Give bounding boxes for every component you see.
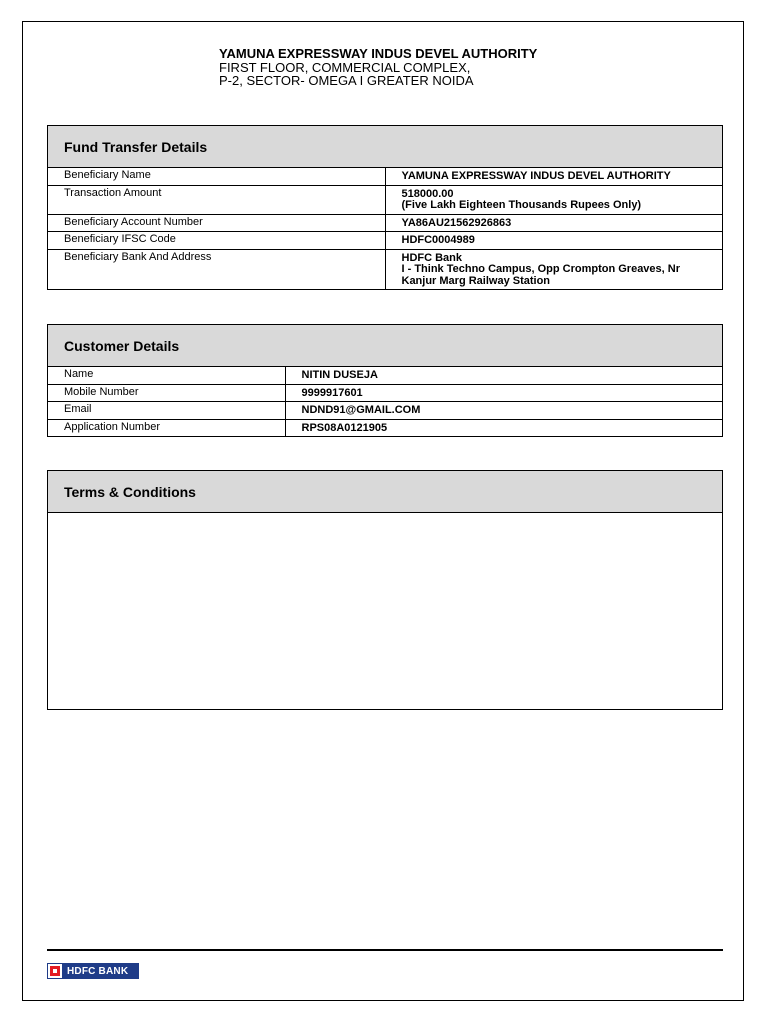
fund-transfer-table — [48, 168, 722, 289]
fund-transfer-title: Fund Transfer Details — [48, 126, 722, 168]
fund-transfer-label: Beneficiary Account Number — [48, 214, 385, 232]
fund-transfer-value — [385, 232, 722, 250]
fund-transfer-value-line: I - Think Techno Campus, Opp Crompton Greaves, Nr — [401, 263, 680, 275]
customer-row — [48, 419, 722, 436]
customer-value — [285, 419, 722, 436]
fund-transfer-value-line: Kanjur Marg Railway Station — [401, 274, 551, 287]
customer-value — [285, 367, 722, 384]
terms-title: Terms & Conditions — [48, 471, 722, 513]
footer-divider — [47, 949, 723, 951]
fund-transfer-label: Beneficiary IFSC Code — [48, 232, 385, 250]
fund-transfer-row — [48, 249, 722, 289]
fund-transfer-value-line: HDFC Bank — [401, 251, 463, 264]
customer-value — [285, 402, 722, 420]
fund-transfer-row — [48, 214, 722, 232]
customer-value-line: NITIN DUSEJA — [301, 369, 378, 381]
terms-body — [48, 513, 722, 709]
customer-label: Mobile Number — [48, 384, 285, 402]
payee-name: YAMUNA EXPRESSWAY INDUS DEVEL AUTHORITY — [219, 46, 538, 61]
fund-transfer-value — [385, 185, 722, 214]
payee-address-header — [219, 47, 537, 88]
fund-transfer-row — [48, 232, 722, 250]
hdfc-logo-mark-icon — [48, 964, 62, 978]
document-page — [22, 21, 744, 1001]
fund-transfer-row — [48, 168, 722, 185]
fund-transfer-value — [385, 214, 722, 232]
address-line-2: P-2, SECTOR- OMEGA I GREATER NOIDA — [219, 73, 474, 88]
fund-transfer-value-line: 518000.00 — [401, 187, 454, 200]
fund-transfer-value-line: YA86AU21562926863 — [401, 216, 512, 229]
fund-transfer-value — [385, 249, 722, 289]
customer-row — [48, 384, 722, 402]
customer-label: Application Number — [48, 419, 285, 436]
customer-value-line: 9999917601 — [301, 386, 363, 399]
terms-section — [47, 470, 723, 710]
fund-transfer-value — [385, 168, 722, 185]
fund-transfer-value-line: YAMUNA EXPRESSWAY INDUS DEVEL AUTHORITY — [401, 170, 671, 182]
address-line-1: FIRST FLOOR, COMMERCIAL COMPLEX, — [219, 59, 471, 75]
customer-value — [285, 384, 722, 402]
fund-transfer-section — [47, 125, 723, 290]
customer-row — [48, 402, 722, 420]
fund-transfer-label: Transaction Amount — [48, 185, 385, 214]
customer-details-title: Customer Details — [48, 325, 722, 367]
customer-value-line: RPS08A0121905 — [301, 421, 388, 434]
fund-transfer-label: Beneficiary Name — [64, 169, 151, 181]
fund-transfer-value-line: (Five Lakh Eighteen Thousands Rupees Only) — [401, 199, 642, 211]
customer-details-table — [48, 367, 722, 436]
customer-label: Email — [48, 402, 285, 420]
fund-transfer-label: Beneficiary Bank And Address — [48, 249, 385, 289]
logo-text: HDFC BANK — [67, 965, 129, 977]
customer-label: Name — [64, 368, 94, 380]
fund-transfer-value-line: HDFC0004989 — [401, 234, 475, 246]
customer-value-line: NDND91@GMAIL.COM — [301, 404, 421, 416]
hdfc-bank-logo — [47, 963, 139, 979]
customer-details-section — [47, 324, 723, 437]
fund-transfer-row — [48, 185, 722, 214]
customer-row — [48, 367, 722, 384]
